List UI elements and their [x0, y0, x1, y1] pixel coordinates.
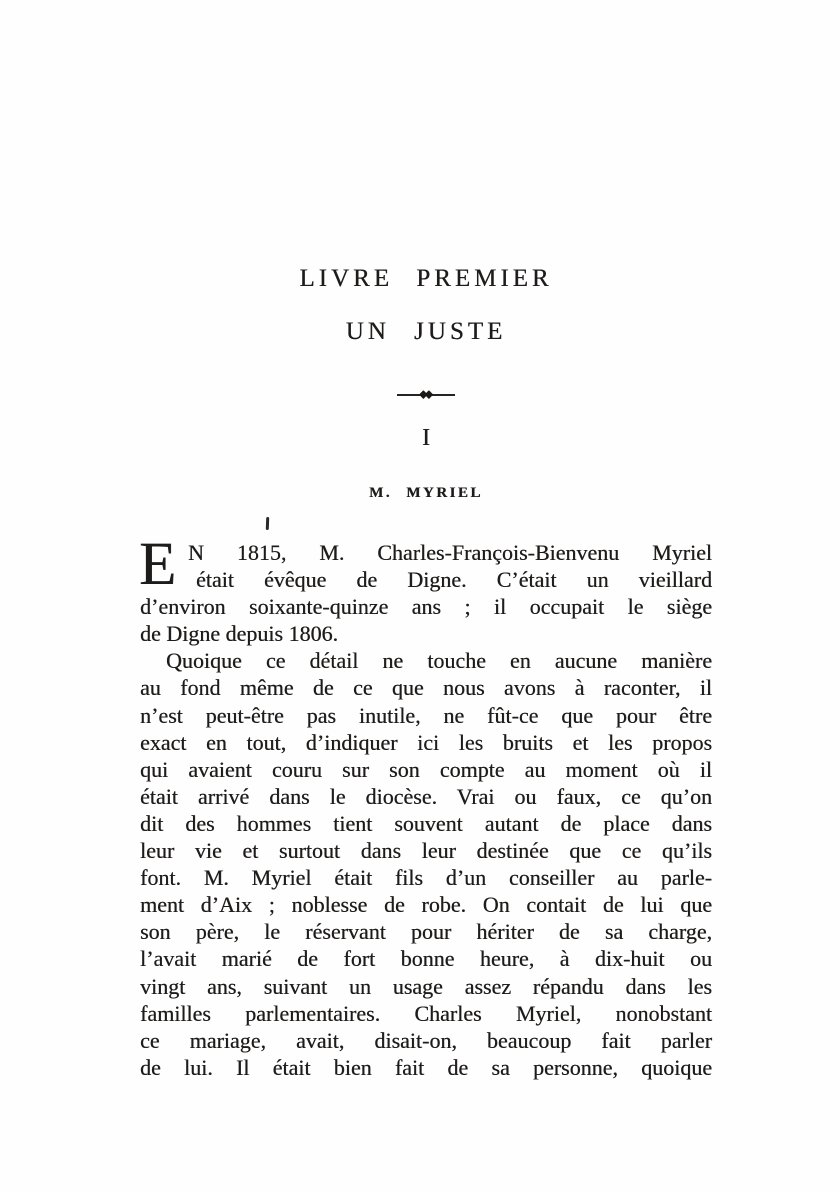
- body-text: [139, 531, 712, 1081]
- text-line: Quoique ce détail ne touche en aucune manière: [166, 648, 712, 674]
- text-line: leur vie et surtout dans leur destinée que ce qu’ils: [140, 838, 712, 864]
- text-line: son père, le réservant pour hériter de sa charge,: [140, 919, 712, 945]
- text-line: ce mariage, avait, disait-on, beaucoup fait parler: [140, 1027, 712, 1053]
- book-section-heading: UN JUSTE: [345, 318, 507, 345]
- text-line: de Digne depuis 1806.: [140, 621, 338, 647]
- chapter-number: I: [422, 425, 430, 451]
- text-line: d’environ soixante-quinze ans ; il occupait le siège: [140, 594, 712, 620]
- stray-ink-mark: [266, 517, 269, 530]
- text-line: ment d’Aix ; noblesse de robe. On contait de lui que: [140, 892, 712, 918]
- text-line: font. M. Myriel était fils d’un conseiller au parle-: [140, 865, 712, 891]
- text-line: exact en tout, d’indiquer ici les bruits et les propos: [140, 729, 712, 755]
- book-part-heading: LIVRE PREMIER: [299, 265, 553, 292]
- paragraph-2: [140, 647, 712, 1081]
- text-line: dit des hommes tient souvent autant de place dans: [140, 810, 712, 836]
- text-line: au fond même de ce que nous avons à raconter, il: [140, 675, 712, 701]
- text-line: N 1815, M. Charles-François-Bienvenu Myriel: [188, 540, 712, 565]
- chapter-title: M. MYRIEL: [369, 485, 483, 501]
- paragraph-1: [139, 531, 712, 647]
- text-line: était évêque de Digne. C’était un vieillard: [196, 567, 712, 593]
- text-line: l’avait marié de fort bonne heure, à dix-huit ou: [140, 946, 712, 972]
- section-divider: [140, 389, 712, 400]
- text-line: n’est peut-être pas inutile, ne fût-ce que pour être: [140, 702, 712, 728]
- diamond-ornament-icon: ◆◆: [419, 387, 430, 401]
- text-line: était arrivé dans le diocèse. Vrai ou faux, ce qu’on: [140, 783, 712, 809]
- divider-rule-left: [397, 394, 421, 396]
- divider-rule-right: [429, 394, 455, 396]
- text-line: vingt ans, suivant un usage assez répandu dans les: [140, 973, 712, 999]
- text-line: familles parlementaires. Charles Myriel, nonobstant: [140, 1000, 712, 1026]
- text-line: qui avaient couru sur son compte au moment où il: [140, 756, 712, 782]
- text-line: de lui. Il était bien fait de sa personne, quoique: [140, 1054, 712, 1080]
- drop-cap: E: [139, 531, 177, 598]
